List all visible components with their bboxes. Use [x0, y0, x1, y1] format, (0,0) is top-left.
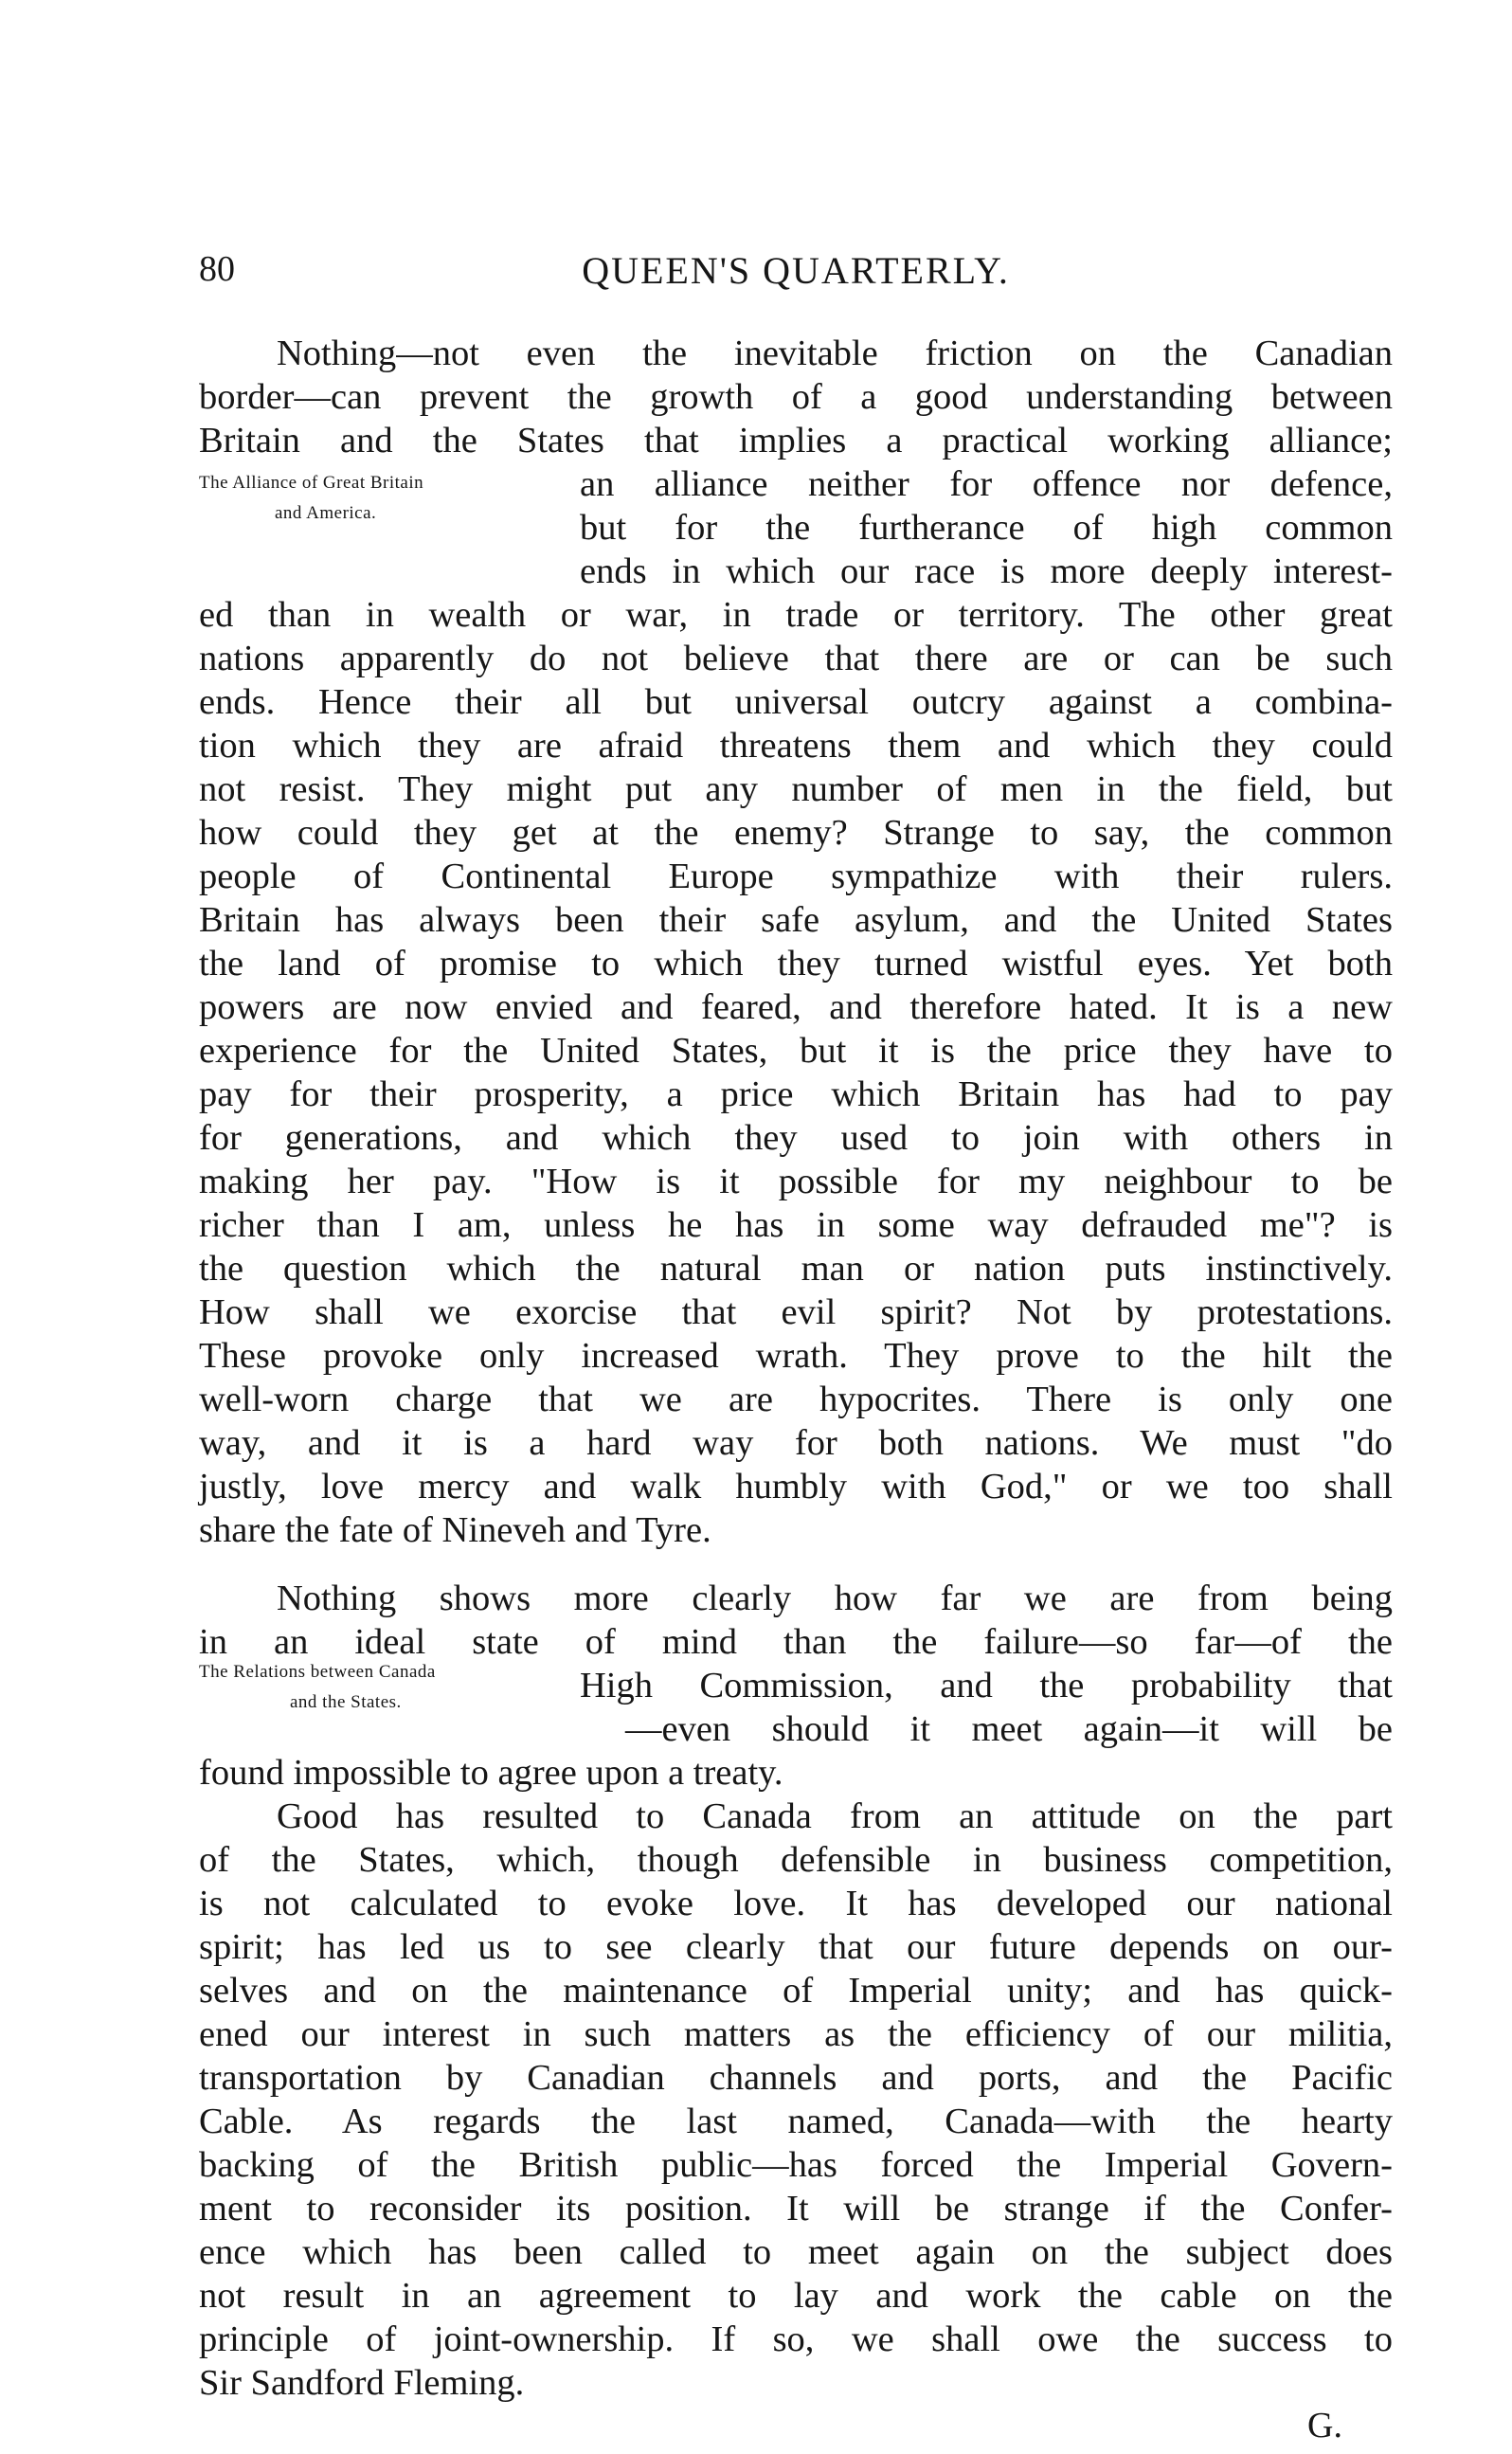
text-line: Nothing—not even the inevitable friction on the Canadian: [277, 334, 1393, 373]
text-line: ened our interest in such matters as the efficiency of our militia,: [199, 2014, 1393, 2054]
text-line: an alliance neither for offence nor defence,: [580, 464, 1393, 504]
text-line: transportation by Canadian channels and ports, and the Pacific: [199, 2058, 1393, 2098]
text-line: found impossible to agree upon a treaty.: [199, 1753, 783, 1793]
text-line: not result in an agreement to lay and work the cable on the: [199, 2276, 1393, 2316]
text-line: justly, love mercy and walk humbly with God," or we too shall: [199, 1467, 1393, 1507]
text-line: way, and it is a hard way for both nations. We must "do: [199, 1423, 1393, 1463]
running-title: QUEEN'S QUARTERLY.: [582, 249, 1010, 292]
text-line: is not calculated to evoke love. It has developed our national: [199, 1884, 1393, 1923]
text-line: in an ideal state of mind than the failure—so far—of the: [199, 1622, 1393, 1662]
text-line: people of Continental Europe sympathize with their rulers.: [199, 857, 1393, 896]
text-line: Good has resulted to Canada from an attitude on the part: [277, 1796, 1393, 1836]
text-line: Cable. As regards the last named, Canada—with the hearty: [199, 2102, 1393, 2141]
text-line: tion which they are afraid threatens them and which they could: [199, 726, 1393, 766]
text-line: Nothing shows more clearly how far we are from being: [277, 1579, 1393, 1618]
text-line: ends in which our race is more deeply interest-: [580, 551, 1393, 591]
margin-note-line: The Relations between Canada: [199, 1662, 436, 1682]
text-line: —even should it meet again—it will be: [625, 1709, 1393, 1749]
margin-note-line: and America.: [275, 503, 377, 523]
text-line: border—can prevent the growth of a good understanding between: [199, 377, 1393, 417]
text-line: ed than in wealth or war, in trade or territory. The other great: [199, 595, 1393, 635]
text-line: powers are now envied and feared, and therefore hated. It is a new: [199, 987, 1393, 1027]
text-line: backing of the British public—has forced the Imperial Govern-: [199, 2145, 1393, 2185]
text-line: principle of joint-ownership. If so, we shall owe the success to: [199, 2319, 1393, 2359]
text-line: How shall we exorcise that evil spirit? Not by protestations.: [199, 1292, 1393, 1332]
text-line: ment to reconsider its position. It will be strange if the Confer-: [199, 2189, 1393, 2228]
text-line: ence which has been called to meet again on the subject does: [199, 2232, 1393, 2272]
page-header: [199, 248, 1393, 305]
text-line: experience for the United States, but it is the price they have to: [199, 1031, 1393, 1071]
text-line: of the States, which, though defensible in business competition,: [199, 1840, 1393, 1880]
text-line: richer than I am, unless he has in some way defrauded me"? is: [199, 1205, 1393, 1245]
text-line: nations apparently do not believe that there are or can be such: [199, 639, 1393, 678]
page-number: 80: [199, 249, 235, 289]
text-line: how could they get at the enemy? Strange to say, the common: [199, 813, 1393, 853]
text-line: share the fate of Nineveh and Tyre.: [199, 1510, 711, 1550]
text-line: the land of promise to which they turned wistful eyes. Yet both: [199, 944, 1393, 983]
text-line: but for the furtherance of high common: [580, 508, 1393, 548]
text-line: Sir Sandford Fleming.: [199, 2363, 525, 2403]
text-line: selves and on the maintenance of Imperial unity; and has quick-: [199, 1971, 1393, 2011]
text-line: These provoke only increased wrath. They prove to the hilt the: [199, 1336, 1393, 1376]
margin-note-line: The Alliance of Great Britain: [199, 473, 424, 493]
text-line: making her pay. "How is it possible for my neighbour to be: [199, 1162, 1393, 1201]
text-line: Britain and the States that implies a practical working alliance;: [199, 421, 1393, 460]
text-line: well-worn charge that we are hypocrites. There is only one: [199, 1380, 1393, 1419]
text-line: High Commission, and the probability that: [580, 1666, 1393, 1705]
text-line: not resist. They might put any number of men in the field, but: [199, 769, 1393, 809]
text-line: ends. Hence their all but universal outcry against a combina-: [199, 682, 1393, 722]
author-signature: G.: [1307, 2406, 1342, 2445]
text-line: the question which the natural man or nation puts instinctively.: [199, 1249, 1393, 1289]
text-line: Britain has always been their safe asylum, and the United States: [199, 900, 1393, 940]
text-line: for generations, and which they used to join with others in: [199, 1118, 1393, 1158]
text-line: pay for their prosperity, a price which Britain has had to pay: [199, 1074, 1393, 1114]
margin-note-line: and the States.: [290, 1692, 402, 1712]
text-line: spirit; has led us to see clearly that our future depends on our-: [199, 1927, 1393, 1967]
